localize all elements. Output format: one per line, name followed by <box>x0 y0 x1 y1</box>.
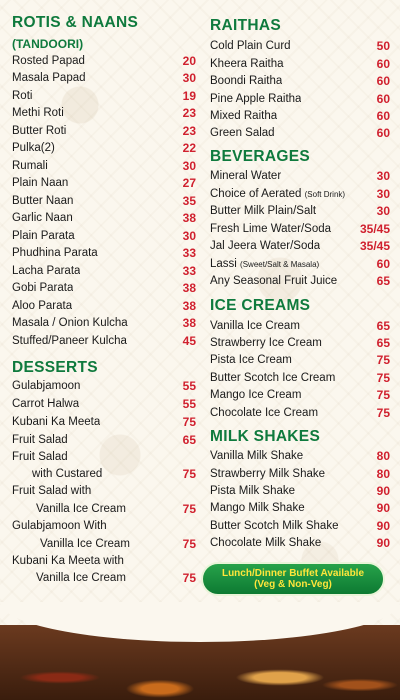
menu-item: Mixed Raitha 60 <box>210 108 390 123</box>
menu-item: Stuffed/Paneer Kulcha 45 <box>12 333 196 348</box>
menu-item: Pista Ice Cream 75 <box>210 352 390 367</box>
menu-item: Plain Naan 27 <box>12 176 196 190</box>
menu-item: Pista Milk Shake 90 <box>210 483 390 498</box>
menu-item: Butter Naan 35 <box>12 193 196 208</box>
menu-item: Vanilla Ice Cream 75 <box>36 501 196 516</box>
menu-item: Kubani Ka Meeta 75 <box>12 414 196 429</box>
menu-item: Fruit Salad with <box>12 484 92 497</box>
menu-item: Boondi Raitha 60 <box>210 73 390 88</box>
menu-item: Green Salad 60 <box>210 125 390 140</box>
menu-item: Pulka(2) 22 <box>12 141 196 155</box>
menu-item: Masala Papad 30 <box>12 71 196 85</box>
menu-item: Butter Milk Plain/Salt 30 <box>210 203 390 218</box>
menu-item: Garlic Naan 38 <box>12 211 196 225</box>
menu-item: Fruit Salad 65 <box>12 432 196 447</box>
menu-item: Plain Parata 30 <box>12 228 196 243</box>
menu-item: Kubani Ka Meeta with <box>12 554 124 567</box>
menu-item: Kheera Raitha 60 <box>210 56 390 71</box>
menu-item: Rosted Papad 20 <box>12 53 196 68</box>
menu-item: Any Seasonal Fruit Juice 65 <box>210 273 390 288</box>
menu-item: Lassi (Sweet/Salt & Masala) 60 <box>210 256 390 271</box>
menu-item: Chocolate Milk Shake 90 <box>210 535 390 550</box>
desserts-heading: DESSERTS <box>12 359 98 376</box>
menu-item: Mineral Water 30 <box>210 168 390 183</box>
menu-item: Mango Ice Cream 75 <box>210 387 390 402</box>
menu-item: Mango Milk Shake 90 <box>210 500 390 515</box>
menu-item: Gulabjamoon 55 <box>12 378 196 393</box>
buffet-line-2: (Veg & Non-Veg) <box>254 579 332 590</box>
menu-item: Cold Plain Curd 50 <box>210 38 390 53</box>
menu-item: Butter Roti 23 <box>12 123 196 138</box>
menu-item: Chocolate Ice Cream 75 <box>210 405 390 420</box>
menu-item: Methi Roti 23 <box>12 106 196 120</box>
menu-item: Fresh Lime Water/Soda 35/45 <box>210 221 390 236</box>
menu-item: Masala / Onion Kulcha 38 <box>12 316 196 330</box>
menu-item: Fruit Salad <box>12 450 68 463</box>
menu-item: Gulabjamoon With <box>12 519 107 532</box>
menu-item: Rumali 30 <box>12 158 196 173</box>
menu-item: Butter Scotch Milk Shake 90 <box>210 518 390 533</box>
menu-item: Carrot Halwa 55 <box>12 396 196 411</box>
menu-item: Vanilla Ice Cream 75 <box>40 536 196 551</box>
buffet-line-1: Lunch/Dinner Buffet Available <box>221 568 365 579</box>
menu-item: Pine Apple Raitha 60 <box>210 91 390 106</box>
rotis-subheading: (TANDOORI) <box>12 37 84 51</box>
icecreams-heading: ICE CREAMS <box>210 297 311 314</box>
menu-item: Butter Scotch Ice Cream 75 <box>210 370 390 385</box>
menu-item: Vanilla Ice Cream 65 <box>210 318 390 333</box>
menu-item: with Custared 75 <box>32 466 196 481</box>
menu-item: Gobi Parata 38 <box>12 281 196 295</box>
rotis-heading: ROTIS & NAANS <box>12 14 139 31</box>
menu-item: Strawberry Milk Shake 80 <box>210 466 390 481</box>
menu-item: Aloo Parata 38 <box>12 298 196 313</box>
menu-item: Choice of Aerated (Soft Drink) 30 <box>210 186 390 201</box>
menu-item: Jal Jeera Water/Soda 35/45 <box>210 238 390 253</box>
menu-item: Vanilla Milk Shake 80 <box>210 448 390 463</box>
menu-item: Strawberry Ice Cream 65 <box>210 335 390 350</box>
beverages-heading: BEVERAGES <box>210 148 311 165</box>
menu-item: Phudhina Parata 33 <box>12 246 196 260</box>
menu-item: Roti 19 <box>12 88 196 103</box>
menu-item: Vanilla Ice Cream 75 <box>36 570 196 585</box>
menu-item: Lacha Parata 33 <box>12 263 196 278</box>
milkshakes-heading: MILK SHAKES <box>210 428 321 445</box>
raithas-heading: RAITHAS <box>210 17 281 34</box>
buffet-banner <box>201 562 385 596</box>
